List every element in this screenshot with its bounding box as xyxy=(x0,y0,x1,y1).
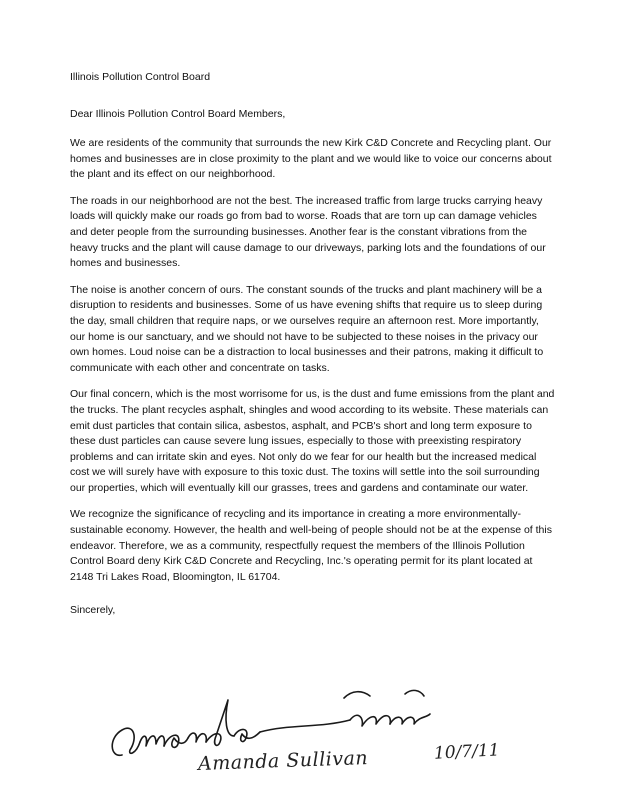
paragraph-request: We recognize the significance of recycling and its importance in creating a more environmentally-sustainable economy. However, the health and well-being of people should not be at the expense of this endeavor. Therefore, we as a community, respectfully request the members of the Illinois Pollution Control Board deny Kirk C&D Concrete and Recycling, Inc.'s operating permit for its plant located at 2148 Tri Lakes Road, Bloomington, IL 61704. xyxy=(70,508,552,583)
paragraph-noise: The noise is another concern of ours. The constant sounds of the trucks and plant machinery will be a disruption to residents and businesses. Some of us have evening shifts that require us to sleep during the day, small children that require naps, or we ourselves require an afternoon rest. More importantly, our home is our sanctuary, and we should not have to be subjected to these noises in the privacy our own homes. Loud noise can be a distraction to local businesses and their patrons, making it difficult to communicate with each other and concentrate on tasks. xyxy=(70,283,544,374)
paragraph-dust: Our final concern, which is the most worrisome for us, is the dust and fume emissions from the plant and the trucks. The plant recycles asphalt, shingles and wood according to its website. These materials can emit dust particles that contain silica, asbestos, asphalt, and PCB's short and long term exposure to these dust particles can cause severe lung issues, especially to those with preexisting respiratory problems and can irritate skin and eyes. Not only do we fear for our health but the increased medical cost we will surely have with exposure to this toxic dust. The toxins will settle into the soil surrounding our properties, which will eventually kill our grasses, trees and gardens and contaminate our water. xyxy=(70,388,555,494)
closing: Sincerely, xyxy=(70,604,116,617)
recipient: Illinois Pollution Control Board xyxy=(70,71,211,83)
signature-printed-name: Amanda Sullivan xyxy=(197,747,369,775)
paragraph-intro: We are residents of the community that surrounds the new Kirk C&D Concrete and Recycling plant. Our homes and businesses are in close proximity to the plant and we would like to voice our concerns about the plant and its effect on our neighborhood. xyxy=(70,137,552,181)
signature-date: 10/7/11 xyxy=(433,740,501,764)
signature-block xyxy=(100,680,520,790)
letter-body xyxy=(70,70,555,618)
handwritten-signature xyxy=(100,680,520,790)
salutation: Dear Illinois Pollution Control Board Members, xyxy=(70,108,286,120)
paragraph-roads: The roads in our neighborhood are not the best. The increased traffic from large trucks carrying heavy loads will quickly make our roads go from bad to worse. Roads that are torn up can damage vehicles and deter people from the surrounding businesses. Another fear is the constant vibrations from the heavy trucks and the plant will cause damage to our driveways, parking lots and the foundations of our homes and businesses. xyxy=(70,194,546,270)
